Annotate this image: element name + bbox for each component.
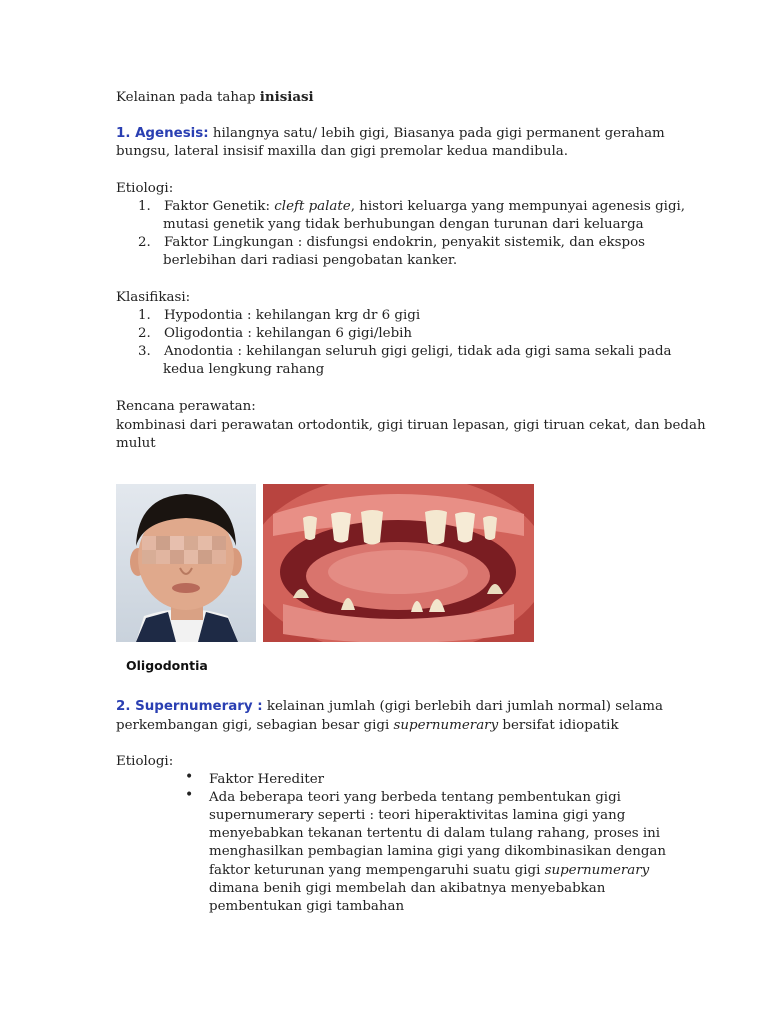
rencana-line2: mulut bbox=[116, 436, 156, 451]
bullet-2-line5 bbox=[209, 862, 649, 880]
patient-face-illustration bbox=[116, 484, 256, 642]
etiologi-1-line2: mutasi genetik yang tidak berhubungan dengan turunan dari keluarga bbox=[163, 217, 644, 232]
etiologi-item-2 bbox=[138, 234, 645, 252]
bullet-item-1: Faktor Herediter bbox=[209, 772, 325, 787]
rencana-line1: kombinasi dari perawatan ortodontik, gigi tiruan lepasan, gigi tiruan cekat, dan bedah bbox=[116, 418, 706, 433]
klasifikasi-item-3 bbox=[138, 343, 672, 361]
bullet-2-line2: supernumerary seperti : teori hiperaktivitas lamina gigi yang bbox=[209, 808, 626, 823]
mouth-illustration bbox=[263, 484, 534, 642]
bullet-2-line5-pre: faktor keturunan yang mempengaruhi suatu gigi bbox=[209, 863, 545, 878]
agenesis-line2: bungsu, lateral insisif maxilla dan gigi premolar kedua mandibula. bbox=[116, 144, 568, 159]
klasifikasi-2-text: Oligodontia : kehilangan 6 gigi/lebih bbox=[164, 326, 413, 341]
bullet-2-line5-italic: supernumerary bbox=[544, 863, 650, 878]
bullet-icon: • bbox=[185, 787, 194, 803]
heading-bold: inisiasi bbox=[259, 89, 314, 105]
bullet-icon: • bbox=[185, 769, 194, 785]
agenesis-title: 1. Agenesis: bbox=[116, 126, 209, 141]
etiologi-1-italic: cleft palate bbox=[274, 199, 351, 214]
section-heading bbox=[116, 88, 314, 107]
oligodontia-mouth-photo bbox=[263, 484, 534, 642]
list-number: 1. bbox=[138, 199, 151, 214]
supernumerary-title: 2. Supernumerary : bbox=[116, 699, 263, 714]
klasifikasi-3-line2: kedua lengkung rahang bbox=[163, 362, 325, 377]
klasifikasi-item-1 bbox=[138, 307, 420, 325]
supernumerary-line1: kelainan jumlah (gigi berlebih dari jumlah normal) selama bbox=[262, 699, 663, 714]
patient-face-photo bbox=[116, 484, 256, 642]
klasifikasi-item-2 bbox=[138, 325, 412, 343]
klasifikasi-label: Klasifikasi: bbox=[116, 290, 191, 305]
heading-prefix: Kelainan pada tahap bbox=[116, 90, 260, 105]
bullet-2-line3: menyebabkan tekanan tertentu di dalam tulang rahang, proses ini bbox=[209, 826, 661, 841]
klasifikasi-1-text: Hypodontia : kehilangan krg dr 6 gigi bbox=[164, 308, 421, 323]
list-number: 1. bbox=[138, 308, 151, 323]
etiologi-1-post: , histori keluarga yang mempunyai agenesis gigi, bbox=[350, 199, 686, 214]
etiologi-2-line2: berlebihan dari radiasi pengobatan kanker. bbox=[163, 253, 458, 268]
agenesis-line1: hilangnya satu/ lebih gigi, Biasanya pada gigi permanent geraham bbox=[208, 126, 665, 141]
supernumerary-line2-post: bersifat idiopatik bbox=[498, 718, 619, 733]
etiologi-1-text: Faktor Genetik: bbox=[164, 199, 275, 214]
bullet-2-line4: menghasilkan pembagian lamina gigi yang dikombinasikan dengan bbox=[209, 844, 667, 859]
etiologi-label: Etiologi: bbox=[116, 181, 174, 196]
list-number: 2. bbox=[138, 235, 151, 250]
supernumerary-line2-italic: supernumerary bbox=[393, 718, 499, 733]
supernumerary-line2 bbox=[116, 717, 619, 735]
supernumerary-paragraph bbox=[116, 698, 663, 716]
bullet-2-line6: dimana benih gigi membelah dan akibatnya menyebabkan bbox=[209, 881, 606, 896]
agenesis-paragraph bbox=[116, 125, 665, 143]
supernumerary-etiologi-label: Etiologi: bbox=[116, 754, 174, 769]
etiologi-2-text: Faktor Lingkungan : disfungsi endokrin, penyakit sistemik, dan ekspos bbox=[164, 235, 646, 250]
list-number: 2. bbox=[138, 326, 151, 341]
bullet-2-line7: pembentukan gigi tambahan bbox=[209, 899, 405, 914]
figure-caption: Oligodontia bbox=[126, 658, 208, 673]
etiologi-item-1 bbox=[138, 198, 685, 216]
list-number: 3. bbox=[138, 344, 151, 359]
klasifikasi-3-text: Anodontia : kehilangan seluruh gigi geligi, tidak ada gigi sama sekali pada bbox=[164, 344, 672, 359]
rencana-label: Rencana perawatan: bbox=[116, 399, 256, 414]
bullet-2-line1: Ada beberapa teori yang berbeda tentang pembentukan gigi bbox=[209, 790, 621, 805]
supernumerary-line2-pre: perkembangan gigi, sebagian besar gigi bbox=[116, 718, 394, 733]
